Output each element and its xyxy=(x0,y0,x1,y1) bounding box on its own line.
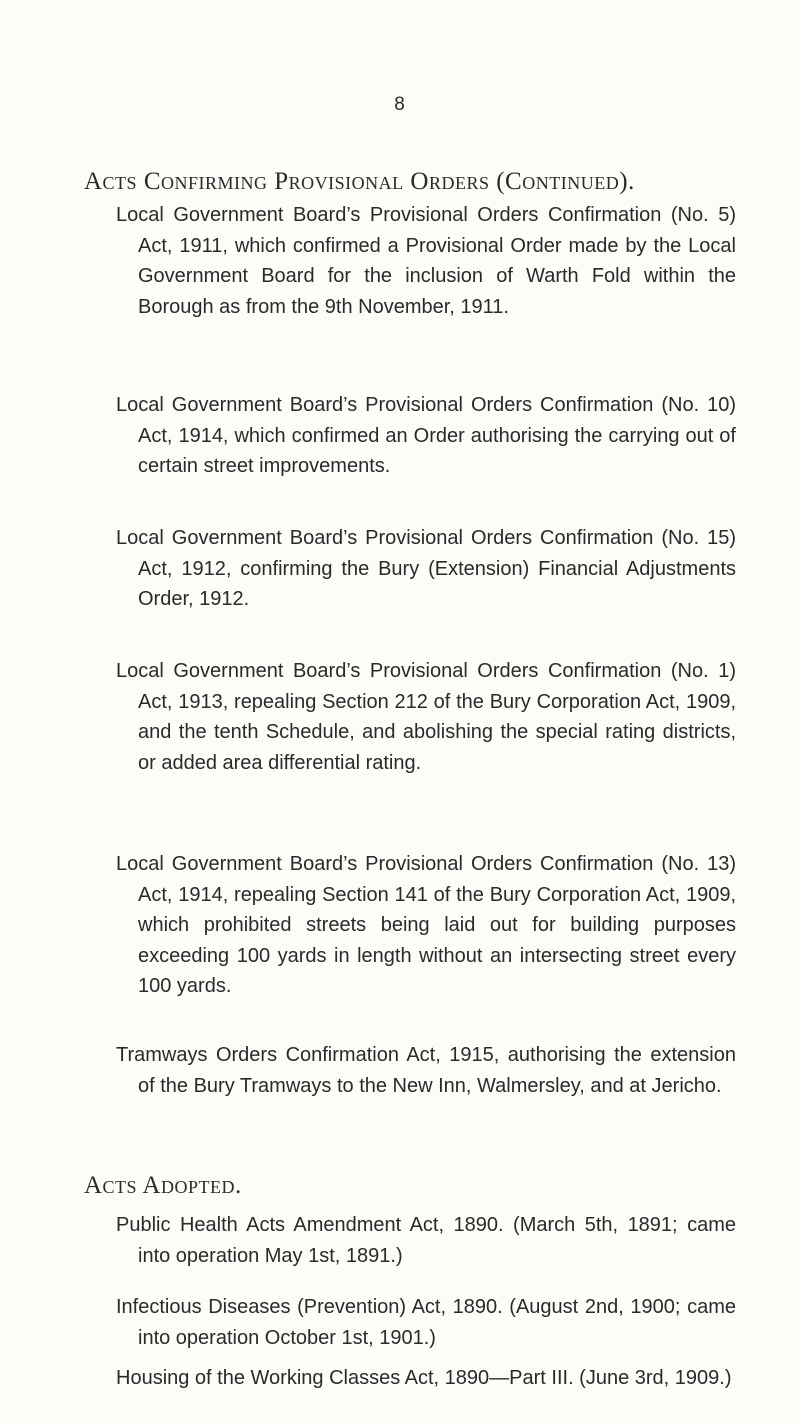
entry-public-health xyxy=(116,1210,736,1271)
entry-rating-districts xyxy=(116,656,736,778)
entry-street-improvements xyxy=(116,390,736,482)
entry-housing xyxy=(116,1363,736,1394)
entry-tramways xyxy=(116,1040,736,1101)
entry-text: Public Health Acts Amendment Act, 1890. (March 5th, 1891; came into operation May 1st, 1891.) xyxy=(116,1214,736,1267)
entry-text: Local Government Board’s Provisional Orders Confirmation (No. 10) Act, 1914, which confirmed an Order authorising the carrying out of certain street improvements. xyxy=(116,394,736,477)
section-heading-acts-adopted: Acts Adopted. xyxy=(84,1172,242,1199)
entry-text: Tramways Orders Confirmation Act, 1915, authorising the extension of the Bury Tramways to the New Inn, Walmersley, and at Jericho. xyxy=(116,1044,736,1097)
entry-warth-fold xyxy=(116,200,736,322)
entry-street-length xyxy=(116,849,736,1002)
entry-financial-adjustments xyxy=(116,523,736,615)
entry-text: Housing of the Working Classes Act, 1890—Part III. (June 3rd, 1909.) xyxy=(116,1367,732,1389)
page-number: 8 xyxy=(394,94,406,115)
entry-text: Local Government Board’s Provisional Orders Confirmation (No. 13) Act, 1914, repealing Section 141 of the Bury Corporation Act, 1909, which prohibited streets being laid out for building purposes exceeding 100 yards in length without an intersecting street every 100 yards. xyxy=(116,853,736,997)
section-heading-provisional-orders: Acts Confirming Provisional Orders (Continued). xyxy=(84,168,635,195)
entry-text: Local Government Board’s Provisional Orders Confirmation (No. 15) Act, 1912, confirming the Bury (Extension) Financial Adjustments Order, 1912. xyxy=(116,527,736,610)
entry-text: Local Government Board’s Provisional Orders Confirmation (No. 5) Act, 1911, which confirmed a Provisional Order made by the Local Government Board for the inclusion of Warth Fold within the Borough as from the 9th November, 1911. xyxy=(116,204,736,318)
entry-text: Local Government Board’s Provisional Orders Confirmation (No. 1) Act, 1913, repealing Section 212 of the Bury Corporation Act, 1909, and the tenth Schedule, and abolishing the special rating districts, or added area differential rating. xyxy=(116,660,736,774)
entry-text: Infectious Diseases (Prevention) Act, 1890. (August 2nd, 1900; came into operation October 1st, 1901.) xyxy=(116,1296,736,1349)
entry-infectious-diseases xyxy=(116,1292,736,1353)
